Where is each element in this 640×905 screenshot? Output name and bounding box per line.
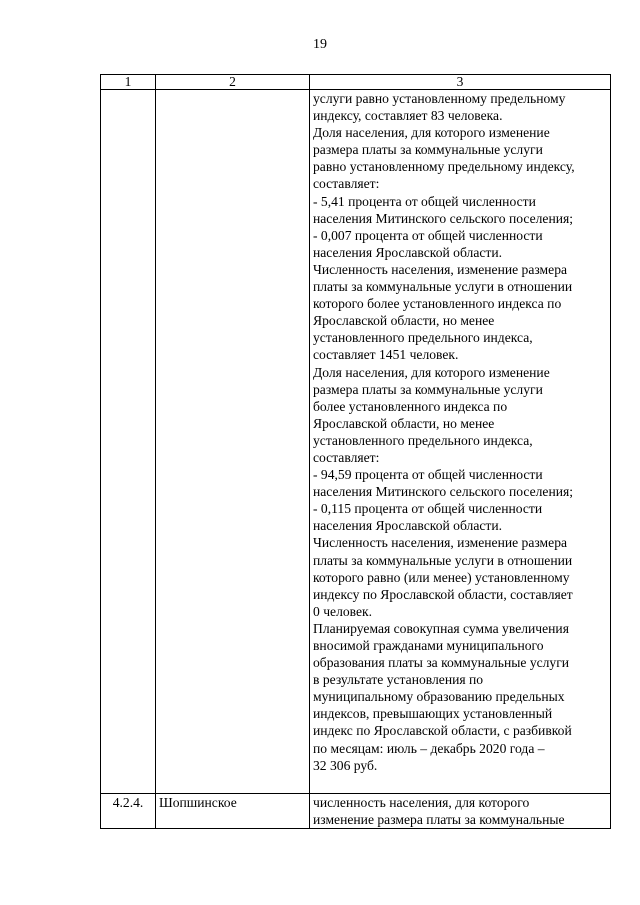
text-line: индексов, превышающих установленный xyxy=(313,706,553,722)
text-line: численность населения, для которого xyxy=(313,795,530,810)
text-line: - 0,115 процента от общей численности xyxy=(313,501,543,517)
text-line: более установленного индекса по xyxy=(313,398,508,414)
page-number: 19 xyxy=(313,37,327,52)
text-line: изменение размера платы за коммунальные xyxy=(313,812,565,828)
text-line: населения Митинского сельского поселения; xyxy=(313,210,574,226)
text-line: платы за коммунальные услуги в отношении xyxy=(313,279,573,295)
description-cell xyxy=(310,90,611,794)
text-line: размера платы за коммунальные услуги xyxy=(313,142,543,158)
text-line: услуги равно установленному предельному xyxy=(313,91,566,106)
text-line: населения Митинского сельского поселения; xyxy=(313,484,574,500)
text-line: размера платы за коммунальные услуги xyxy=(313,381,543,397)
text-line: Доля населения, для которого изменение xyxy=(313,125,550,141)
text-line: - 0,007 процента от общей численности xyxy=(313,227,543,243)
text-line: 32 306 руб. xyxy=(313,757,378,773)
text-line: по месяцам: июль – декабрь 2020 года – xyxy=(313,740,545,756)
municipality-cell xyxy=(156,90,310,794)
text-line: 0 человек. xyxy=(313,603,373,619)
text-line: Численность населения, изменение размера xyxy=(313,535,568,551)
text-line: Планируемая совокупная сумма увеличения xyxy=(313,620,569,636)
text-line: платы за коммунальные услуги в отношении xyxy=(313,552,573,568)
text-line: составляет: xyxy=(313,176,380,192)
text-line: индексу, составляет 83 человека. xyxy=(313,108,503,124)
text-line: - 94,59 процента от общей численности xyxy=(313,467,543,483)
text-line: установленного предельного индекса, xyxy=(313,330,533,346)
table-row xyxy=(101,794,611,829)
description-text xyxy=(313,90,607,774)
municipality-cell: Шопшинское xyxy=(156,794,310,829)
text-line: равно установленному предельному индексу, xyxy=(313,159,575,175)
column-header-2: 2 xyxy=(156,75,310,90)
text-line: составляет 1451 человек. xyxy=(313,347,459,363)
description-text xyxy=(313,794,607,828)
text-line: - 5,41 процента от общей численности xyxy=(313,193,536,209)
text-line: составляет: xyxy=(313,449,380,465)
column-header-3: 3 xyxy=(310,75,611,90)
text-line: населения Ярославской области. xyxy=(313,244,503,260)
text-line: установленного предельного индекса, xyxy=(313,432,533,448)
text-line: Ярославской области, но менее xyxy=(313,415,495,431)
text-line: в результате установления по xyxy=(313,672,484,688)
text-line: Доля населения, для которого изменение xyxy=(313,364,550,380)
table-row-continued xyxy=(101,90,611,794)
text-line: индексу по Ярославской области, составляет xyxy=(313,586,573,602)
text-line: которого более установленного индекса по xyxy=(313,296,562,312)
row-number-cell: 4.2.4. xyxy=(101,794,156,829)
text-line: Численность населения, изменение размера xyxy=(313,261,568,277)
text-line: Ярославской области, но менее xyxy=(313,313,495,329)
text-line: вносимой гражданами муниципального xyxy=(313,638,544,653)
table-header-row xyxy=(101,75,611,90)
text-line: образования платы за коммунальные услуги xyxy=(313,655,570,671)
row-number-cell xyxy=(101,90,156,794)
column-header-1: 1 xyxy=(101,75,156,90)
data-table xyxy=(100,74,611,829)
text-line: индекс по Ярославской области, с разбивкой xyxy=(313,723,572,739)
text-line: которого равно (или менее) установленному xyxy=(313,569,570,585)
description-cell xyxy=(310,794,611,829)
text-line: населения Ярославской области. xyxy=(313,518,503,534)
text-line: муниципальному образованию предельных xyxy=(313,689,565,705)
